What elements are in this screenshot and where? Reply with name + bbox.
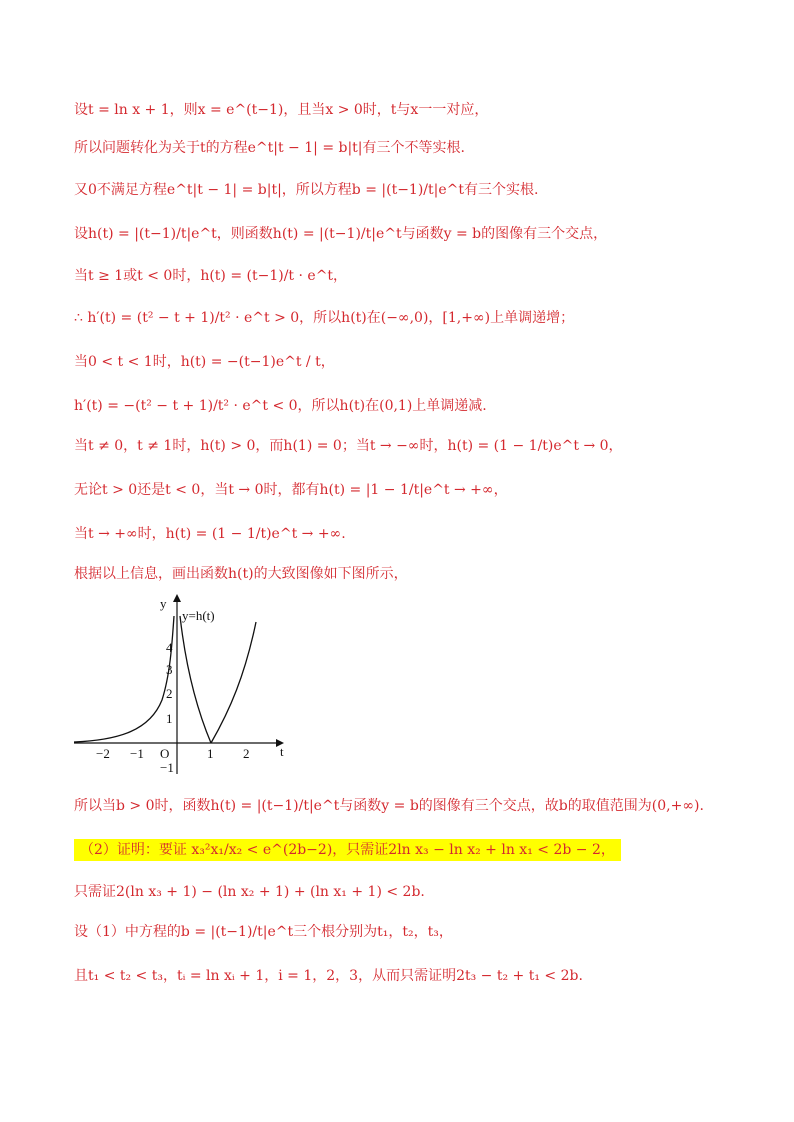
text-line-15: 只需证2(ln x₃ + 1) − (ln x₂ + 1) + (ln x₁ + 1) < 2b. bbox=[74, 884, 425, 900]
origin-label: O bbox=[160, 746, 170, 761]
x-tick-1: 1 bbox=[207, 746, 214, 761]
text-line-8: h′(t) = −(t² − t + 1)/t² · e^t < 0，所以h(t)在(0,1)上单调递减. bbox=[74, 398, 487, 414]
curve-middle-branch bbox=[180, 616, 211, 743]
text-line-13: 所以当b > 0时，函数h(t) = |(t−1)/t|e^t与函数y = b的图像有三个交点，故b的取值范围为(0,+∞). bbox=[74, 798, 704, 814]
curve-right-branch bbox=[211, 622, 256, 743]
text-line-6: ∴ h′(t) = (t² − t + 1)/t² · e^t > 0，所以h(t)在(−∞,0)，[1,+∞)上单调递增； bbox=[74, 310, 575, 326]
text-line-3: 又0不满足方程e^t|t − 1| = b|t|，所以方程b = |(t−1)/t|e^t有三个实根. bbox=[74, 182, 539, 198]
text-line-17: 且t₁ < t₂ < t₃，tᵢ = ln xᵢ + 1，i = 1，2，3，从而只需证明2t₃ − t₂ + t₁ < 2b. bbox=[74, 968, 583, 984]
y-tick-4: 4 bbox=[166, 640, 173, 655]
curve-label: y=h(t) bbox=[182, 608, 215, 623]
text-line-7: 当0 < t < 1时，h(t) = −(t−1)e^t / t， bbox=[74, 354, 335, 370]
y-axis-label: y bbox=[160, 596, 167, 611]
text-line-2: 所以问题转化为关于t的方程e^t|t − 1| = b|t|有三个不等实根. bbox=[74, 140, 465, 156]
text-line-1: 设t = ln x + 1，则x = e^(t−1)，且当x > 0时，t与x一一对应， bbox=[74, 102, 489, 118]
highlighted-proof: （2）证明：要证 x₃²x₁/x₂ < e^(2b−2)，只需证2ln x₃ − ln x₂ + ln x₁ < 2b − 2， bbox=[74, 839, 621, 861]
text-line-12: 根据以上信息，画出函数h(t)的大致图像如下图所示， bbox=[74, 566, 408, 582]
x-tick-minus1: −1 bbox=[130, 746, 144, 761]
text-line-11: 当t → +∞时，h(t) = (1 − 1/t)e^t → +∞. bbox=[74, 526, 346, 542]
function-graph bbox=[70, 590, 290, 780]
text-line-16: 设（1）中方程的b = |(t−1)/t|e^t三个根分别为t₁，t₂，t₃， bbox=[74, 924, 453, 940]
x-tick-minus2: −2 bbox=[96, 746, 110, 761]
y-tick-minus1: −1 bbox=[160, 760, 174, 775]
y-axis-arrow bbox=[173, 594, 181, 602]
text-line-10: 无论t > 0还是t < 0，当t → 0时，都有h(t) = |1 − 1/t|e^t → +∞， bbox=[74, 482, 508, 498]
x-tick-2: 2 bbox=[243, 746, 250, 761]
text-line-5: 当t ≥ 1或t < 0时，h(t) = (t−1)/t · e^t， bbox=[74, 268, 348, 284]
text-line-9: 当t ≠ 0，t ≠ 1时，h(t) > 0，而h(1) = 0；当t → −∞时，h(t) = (1 − 1/t)e^t → 0， bbox=[74, 438, 623, 454]
y-tick-1: 1 bbox=[166, 711, 173, 726]
proof-line bbox=[74, 840, 621, 860]
text-line-4: 设h(t) = |(t−1)/t|e^t，则函数h(t) = |(t−1)/t|e^t与函数y = b的图像有三个交点， bbox=[74, 226, 608, 242]
y-tick-2: 2 bbox=[166, 686, 173, 701]
y-tick-3: 3 bbox=[166, 662, 173, 677]
x-axis-label: t bbox=[280, 744, 284, 759]
curve-left-branch bbox=[74, 616, 174, 742]
